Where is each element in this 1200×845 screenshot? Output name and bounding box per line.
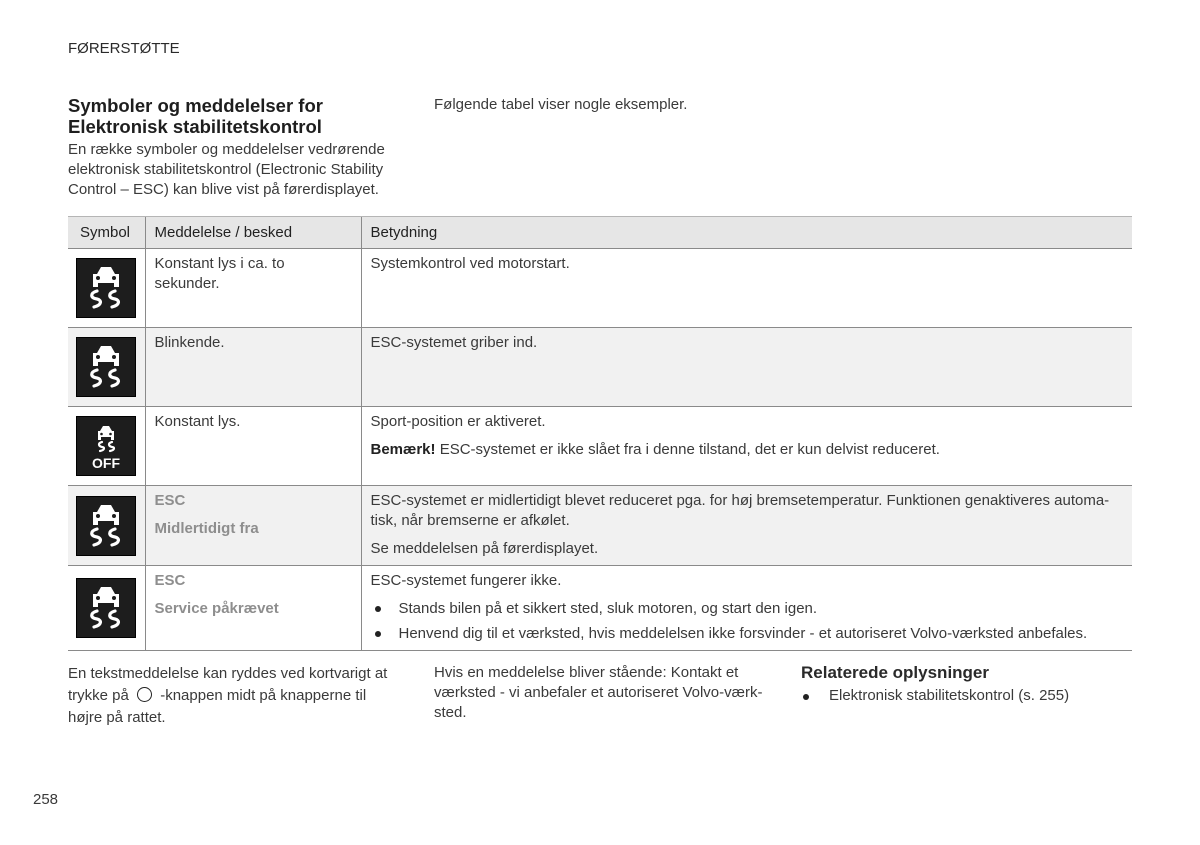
table-row: [68, 566, 1132, 651]
meaning-text: ESC-systemet er midlertidigt blevet reduceret pga. for høj bremsetemperatur. Funktionen genaktiveres automa-tisk, når bremserne er afkølet.: [370, 492, 1110, 529]
symbol-cell: [68, 328, 145, 407]
esc-skid-icon: [76, 496, 136, 556]
esc-skid-icon: [76, 337, 136, 397]
heading-line-1: Symboler og meddelelser for: [68, 95, 323, 116]
message-cell: [145, 486, 361, 566]
note-text: ESC-systemet er ikke slået fra i denne tilstand, det er kun delvist reduceret.: [435, 441, 940, 458]
meaning-cell: ESC-systemet griber ind.: [361, 328, 1132, 407]
message-cell: Konstant lys i ca. to sekunder.: [145, 249, 361, 328]
related-info: [801, 663, 1141, 704]
symbol-cell: [68, 566, 145, 651]
lead-text: Følgende tabel viser nogle eksempler.: [434, 96, 688, 113]
related-link[interactable]: Elektronisk stabilitetskontrol (s. 255): [801, 687, 1141, 704]
meaning-text: ESC-systemet fungerer ikke.: [370, 572, 562, 589]
clear-message-note: [68, 663, 398, 729]
table-row: [68, 249, 1132, 328]
section-label: FØRERSTØTTE: [68, 40, 180, 57]
header-message: Meddelelse / besked: [145, 217, 361, 249]
off-label: OFF: [92, 455, 121, 471]
esc-skid-icon: [76, 578, 136, 638]
symbol-cell: [68, 407, 145, 486]
meaning-cell: [361, 407, 1132, 486]
table-row: [68, 486, 1132, 566]
message-cell: Blinkende.: [145, 328, 361, 407]
note: [371, 440, 1124, 460]
table-header-row: [68, 217, 1132, 249]
note-label: Bemærk!: [370, 441, 436, 458]
related-list: [801, 687, 1141, 704]
message-cell: Konstant lys.: [145, 407, 361, 486]
esc-off-icon: [76, 416, 136, 476]
clear-note-text-2: -knappen midt på knapperne til højre på rattet.: [68, 687, 367, 726]
related-title: Relaterede oplysninger: [801, 663, 990, 682]
page-heading: [68, 95, 388, 137]
table-row: [68, 407, 1132, 486]
heading-line-2: Elektronisk stabilitetskontrol: [68, 116, 322, 137]
action-list: [371, 599, 1124, 644]
symbol-cell: [68, 249, 145, 328]
esc-skid-icon: [76, 258, 136, 318]
intro-paragraph: En række symboler og meddelelser vedrørende elektronisk stabilitetskontrol (Electronic Stability Control – ESC) kan blive vist på førerdisplayet.: [68, 141, 385, 198]
meaning-text-2: Se meddelelsen på førerdisplayet.: [370, 540, 599, 557]
message-cell: [145, 566, 361, 651]
header-symbol: Symbol: [68, 217, 145, 249]
message-subtitle: Midlertidigt fra: [154, 520, 259, 537]
page-number: 258: [33, 791, 59, 808]
clear-note-text-1: En tekstmeddelelse kan ryddes ved kortvarigt at trykke på: [68, 665, 388, 704]
meaning-cell: [361, 486, 1132, 566]
meaning-cell: [361, 566, 1132, 651]
message-subtitle: Service påkrævet: [154, 600, 279, 617]
table-row: [68, 328, 1132, 407]
meaning-text: Sport-position er aktiveret.: [370, 413, 546, 430]
message-title: ESC: [154, 572, 186, 589]
message-title: ESC: [154, 492, 186, 509]
esc-symbol-table: [68, 216, 1132, 651]
list-item: Henvend dig til et værksted, hvis meddelelsen ikke forsvinder - et autoriseret Volvo-værksted anbefales.: [371, 624, 1124, 644]
symbol-cell: [68, 486, 145, 566]
meaning-cell: Systemkontrol ved motorstart.: [361, 249, 1132, 328]
persistent-message-note: Hvis en meddelelse bliver stående: Kontakt et værksted - vi anbefaler et autoriseret Volvo-værk-sted.: [434, 664, 763, 721]
ok-button-icon: [137, 687, 152, 702]
header-meaning: Betydning: [361, 217, 1132, 249]
list-item: Stands bilen på et sikkert sted, sluk motoren, og start den igen.: [371, 599, 1124, 619]
